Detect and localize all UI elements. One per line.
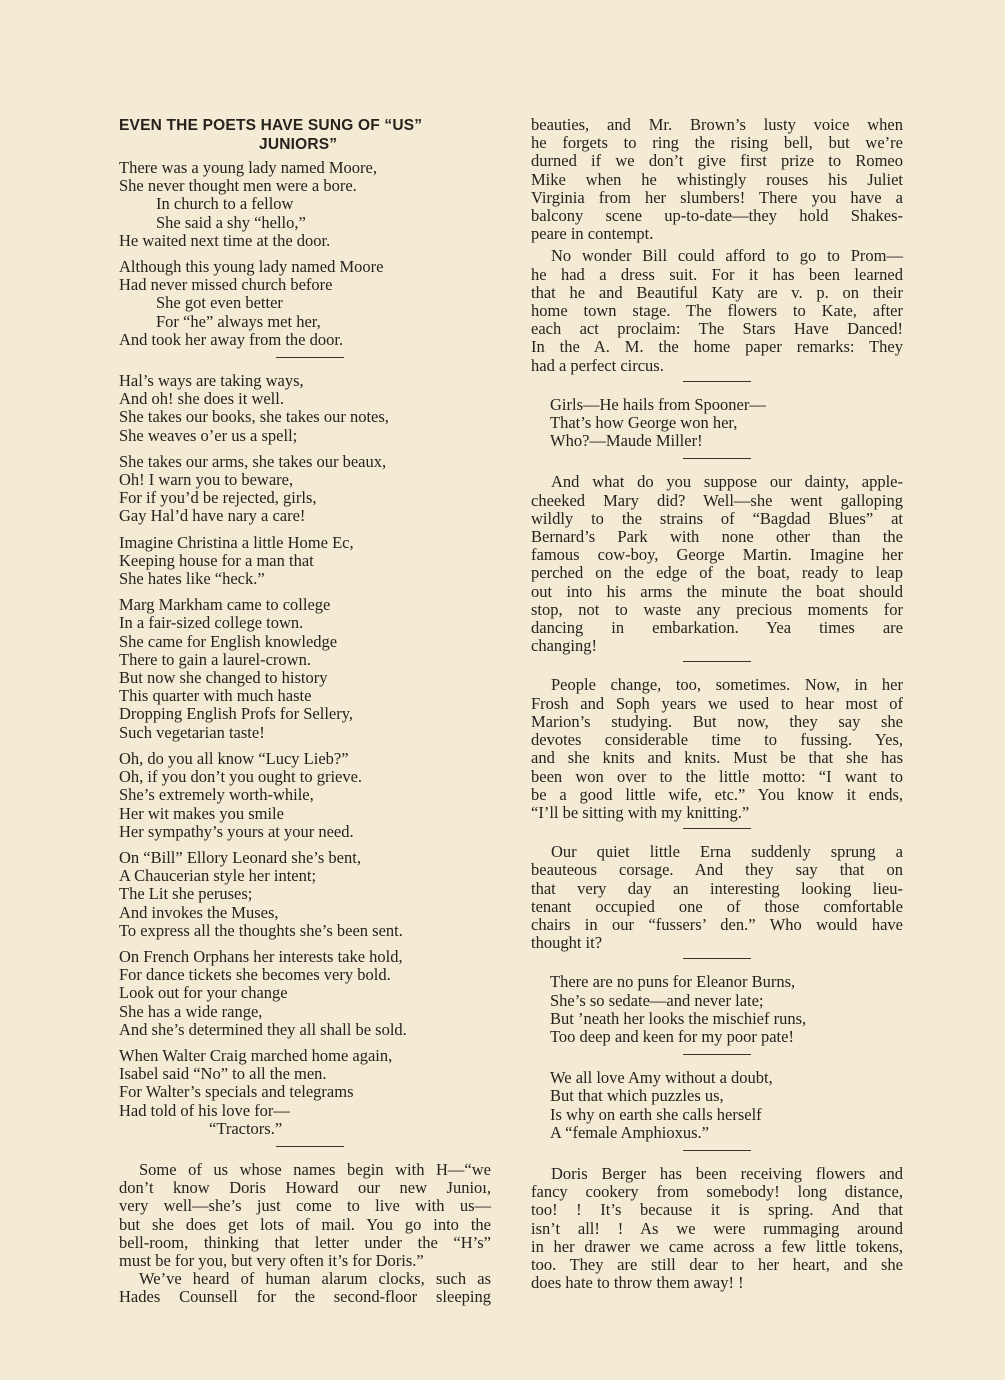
poem-line: She has a wide range, [119, 1001, 263, 1021]
prose-line: fancy cookery from somebody! long distance, [531, 1182, 903, 1202]
prose-line: Our quiet little Erna suddenly sprung a [551, 842, 903, 862]
left-column [119, 116, 491, 1307]
poem-line: And invokes the Muses, [119, 902, 279, 922]
prose-line: cheeked Mary did? Well—she went galloping [531, 490, 903, 510]
poem-line: For Walter’s specials and telegrams [119, 1082, 354, 1102]
poem-stanza [119, 534, 491, 589]
poem-line: Marg Markham came to college [119, 595, 331, 615]
poem-line: She never thought men were a bore. [119, 176, 357, 196]
poem-line: Who?—Maude Miller! [550, 431, 703, 451]
prose-line: he had a dress suit. For it has been learned [531, 264, 903, 284]
prose-line: too. They are still dear to her heart, and she [531, 1254, 903, 1274]
poem-line: She came for English knowledge [119, 631, 338, 651]
poem-stanza [531, 396, 903, 451]
poem-line: But that which puzzles us, [550, 1086, 724, 1106]
prose-line: been won over to the little motto: “I want to [531, 766, 903, 786]
poem-line: For “he” always met her, [156, 311, 321, 331]
prose-line: Hades Counsell for the second-floor sleeping [119, 1287, 491, 1307]
prose-paragraph [531, 116, 903, 243]
prose-line: beauties, and Mr. Brown’s lusty voice when [531, 115, 903, 134]
prose-paragraph [531, 473, 903, 655]
poem-line: Oh, if you don’t you ought to grieve. [119, 767, 363, 787]
poem-line: There are no puns for Eleanor Burns, [550, 972, 796, 992]
poem-line: She takes our arms, she takes our beaux, [119, 451, 387, 471]
section-divider [276, 357, 344, 358]
prose-line: isn’t all! ! As we were rummaging around [531, 1218, 903, 1238]
prose-line: tenant occupied one of those comfortable [531, 896, 903, 916]
section-divider [683, 1150, 751, 1151]
prose-line: each act proclaim: The Stars Have Danced! [531, 319, 903, 339]
prose-line: thought it? [531, 933, 603, 953]
prose-line: famous cow-boy, George Martin. Imagine her [531, 545, 903, 565]
prose-paragraph [119, 1161, 491, 1270]
poem-line: The Lit she peruses; [119, 884, 253, 904]
prose-line: durned if we don’t give first prize to Romeo [531, 151, 903, 171]
prose-line: too! ! It’s because it is spring. And that [531, 1200, 903, 1220]
poem-line: There to gain a laurel-crown. [119, 649, 311, 669]
prose-line: peare in contempt. [531, 224, 654, 244]
poem-line: There was a young lady named Moore, [119, 158, 377, 177]
prose-line: home town stage. The flowers to Kate, after [531, 301, 903, 321]
prose-line: don’t know Doris Howard our new Junioı, [119, 1178, 491, 1198]
section-divider [683, 1054, 751, 1055]
poem-line: To express all the thoughts she’s been sent. [119, 920, 403, 940]
poem-line: Oh, do you all know “Lucy Lieb?” [119, 748, 349, 768]
poem-line: She got even better [156, 293, 283, 313]
poem-line: She hates like “heck.” [119, 569, 265, 589]
prose-line: that he and Beautiful Katy are v. p. on their [531, 282, 903, 302]
prose-line: In the A. M. the home paper remarks: They [531, 337, 903, 357]
prose-line: that very day an interesting looking lieu- [531, 878, 903, 898]
poem-line: He waited next time at the door. [119, 230, 331, 250]
prose-line: Bernard’s Park with none other than the [531, 527, 903, 547]
prose-paragraph [119, 1270, 491, 1306]
right-column [531, 116, 903, 1292]
poem-line: Too deep and keen for my poor pate! [550, 1026, 794, 1046]
poem-line: In church to a fellow [156, 194, 294, 214]
prose-paragraph [531, 843, 903, 952]
prose-line: bell-room, thinking that letter under the “H’s” [119, 1232, 491, 1252]
prose-paragraph [531, 676, 903, 822]
prose-line: devotes considerable time to fussing. Yes, [531, 730, 903, 750]
poem-line: She’s extremely worth-while, [119, 785, 314, 805]
prose-line: “I’ll be sitting with my knitting.” [531, 802, 750, 822]
prose-line: be a good little wife, etc.” You know it ends, [531, 784, 903, 804]
poem-line: Gay Hal’d have nary a care! [119, 506, 306, 526]
poem-line: Is why on earth she calls herself [550, 1104, 762, 1124]
poem-stanza [119, 750, 491, 841]
poem-line: Her sympathy’s yours at your need. [119, 821, 354, 841]
poem-line: Look out for your change [119, 983, 288, 1003]
prose-line: People change, too, sometimes. Now, in her [551, 675, 903, 695]
poem-stanza [119, 1047, 491, 1138]
section-divider [683, 828, 751, 829]
poem-line: This quarter with much haste [119, 686, 312, 706]
prose-line: Frosh and Soph years we used to hear most of [531, 693, 903, 713]
poem-line: Such vegetarian taste! [119, 722, 265, 742]
poem-line: But ’neath her looks the mischief runs, [550, 1008, 807, 1028]
poem-line: A Chaucerian style her intent; [119, 866, 317, 886]
poem-line: Dropping English Profs for Sellery, [119, 704, 354, 724]
poem-stanza [531, 1069, 903, 1142]
prose-paragraph [531, 1165, 903, 1292]
prose-line: Mike when he whistingly rouses his Juliet [531, 169, 903, 189]
poem-stanza [119, 948, 491, 1039]
section-divider [683, 661, 751, 662]
poem-stanza [119, 159, 491, 250]
poem-line: Her wit makes you smile [119, 803, 284, 823]
prose-line: and she knits and knits. Must be that she has [531, 748, 903, 768]
poem-line: A “female Amphioxus.” [550, 1122, 710, 1142]
poem-line: Had never missed church before [119, 275, 333, 295]
prose-line: he forgets to ring the rising bell, but we’re [531, 133, 903, 153]
prose-line: balcony scene up-to-date—they hold Shakes- [531, 206, 903, 226]
prose-line: wildly to the strains of “Bagdad Blues” at [531, 508, 903, 528]
poem-line: But now she changed to history [119, 668, 328, 688]
prose-line: We’ve heard of human alarum clocks, such as [139, 1269, 491, 1289]
prose-line: in her drawer we came across a few little tokens, [531, 1236, 903, 1256]
poem-line: For dance tickets she becomes very bold. [119, 965, 391, 985]
poem-line: She said a shy “hello,” [156, 212, 306, 232]
poem-stanza [119, 849, 491, 940]
prose-line: very well—she’s just come to live with us— [119, 1196, 491, 1216]
poem-line: Girls—He hails from Spooner— [550, 394, 766, 414]
prose-line: Some of us whose names begin with H—“we [139, 1159, 491, 1179]
prose-paragraph [531, 247, 903, 374]
poem-line: Hal’s ways are taking ways, [119, 371, 304, 391]
poem-stanza [119, 596, 491, 742]
poem-stanza [119, 258, 491, 349]
poem-stanza [119, 372, 491, 445]
poem-line: Had told of his love for— [119, 1100, 290, 1120]
poem-line: Imagine Christina a little Home Ec, [119, 532, 354, 552]
poem-line: Oh! I warn you to beware, [119, 470, 294, 490]
poem-line: In a fair-sized college town. [119, 613, 304, 633]
prose-line: Marion’s studying. But now, they say she [531, 711, 903, 731]
prose-line: but she does get lots of mail. You go into the [119, 1214, 491, 1234]
prose-line: changing! [531, 636, 597, 656]
prose-line: does hate to throw them away! ! [531, 1273, 744, 1293]
poem-line: She takes our books, she takes our notes, [119, 407, 389, 427]
poem-line: She’s so sedate—and never late; [550, 990, 764, 1010]
prose-line: must be for you, but very often it’s for Doris.” [119, 1250, 424, 1270]
section-divider [683, 958, 751, 959]
article-title [119, 116, 491, 154]
prose-line: had a perfect circus. [531, 355, 664, 375]
poem-line: And took her away from the door. [119, 329, 344, 349]
poem-line: “Tractors.” [209, 1118, 283, 1138]
prose-line: chairs in our “fussers’ den.” Who would have [531, 914, 903, 934]
section-divider [276, 1146, 344, 1147]
poem-line: She weaves o’er us a spell; [119, 425, 298, 445]
prose-line: stop, not to waste any precious moments for [531, 599, 903, 619]
poem-line: For if you’d be rejected, girls, [119, 488, 317, 508]
section-divider [683, 381, 751, 382]
prose-line: And what do you suppose our dainty, apple- [551, 472, 903, 492]
poem-line: And she’s determined they all shall be sold. [119, 1019, 407, 1039]
poem-line: Keeping house for a man that [119, 550, 314, 570]
prose-line: out into his arms the minute the boat should [531, 581, 903, 601]
poem-line: On “Bill” Ellory Leonard she’s bent, [119, 847, 361, 867]
section-divider [683, 458, 751, 459]
poem-line: Although this young lady named Moore [119, 257, 384, 277]
prose-line: Doris Berger has been receiving flowers and [551, 1163, 903, 1183]
poem-line: We all love Amy without a doubt, [550, 1068, 773, 1088]
poem-line: And oh! she does it well. [119, 389, 284, 409]
prose-line: dancing in embarkation. Yea times are [531, 618, 903, 638]
title-line-2: JUNIORS” [259, 136, 338, 153]
poem-stanza [531, 973, 903, 1046]
poem-line: On French Orphans her interests take hold, [119, 946, 403, 966]
poem-line: When Walter Craig marched home again, [119, 1045, 393, 1065]
title-line-1: EVEN THE POETS HAVE SUNG OF “US” [119, 117, 423, 134]
prose-line: No wonder Bill could afford to go to Prom— [551, 246, 903, 266]
poem-line: That’s how George won her, [550, 413, 738, 433]
poem-line: Isabel said “No” to all the men. [119, 1064, 327, 1084]
prose-line: Virginia from her slumbers! There you have a [531, 187, 903, 207]
prose-line: perched on the edge of the boat, ready to leap [531, 563, 903, 583]
poem-stanza [119, 453, 491, 526]
prose-line: beauteous corsage. And they say that on [531, 860, 903, 880]
